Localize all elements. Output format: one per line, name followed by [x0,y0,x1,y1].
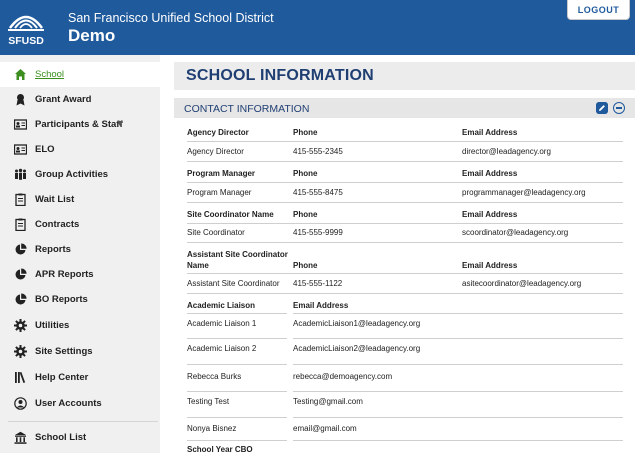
sidebar-item-label: Utilities [35,320,70,331]
page-title: SCHOOL INFORMATION [186,67,374,84]
clipboard-icon [14,218,27,231]
sidebar-item-label: Site Settings [35,346,93,357]
sidebar-item-label: School [35,69,65,80]
collapse-icon[interactable] [613,102,625,114]
district-name: San Francisco Unified School District [68,11,274,25]
liaison-email: Testing@gmail.com [293,397,363,406]
sidebar-item-label: User Accounts [35,398,102,409]
sidebar-divider [8,421,158,422]
contact-phone: 415-555-8475 [293,188,343,197]
clipboard-icon [14,193,27,206]
liaison-name: Rebecca Burks [187,372,242,381]
sidebar-item-elo[interactable] [0,137,160,162]
sidebar-item-label: Help Center [35,372,89,383]
divider [187,202,623,203]
divider [187,141,623,142]
role-header: Site Coordinator Name [187,210,274,219]
liaison-name: Academic Liaison 1 [187,319,257,328]
role-header: Name [187,261,209,270]
pie-chart-icon [14,268,27,281]
panel-title: CONTACT INFORMATION [184,103,310,115]
id-card-icon [14,143,27,156]
sidebar-item-utilities[interactable] [0,313,160,338]
contact-panel-header [174,98,635,118]
edit-icon[interactable] [596,102,608,114]
sidebar-item-contracts[interactable] [0,212,160,237]
sfusd-logo [4,4,48,50]
contact-email: director@leadagency.org [462,147,551,156]
divider [187,417,287,418]
contact-email: programmanager@leadagency.org [462,188,586,197]
role-header: Program Manager [187,169,256,178]
email-header: Email Address [462,128,518,137]
contact-role: Program Manager [187,188,252,197]
divider [293,364,623,365]
divider [293,391,623,392]
sidebar-item-label: BO Reports [35,294,88,305]
sidebar-item-label: Grant Award [35,94,92,105]
books-icon [14,371,27,384]
sidebar-item-apr-reports[interactable] [0,262,160,287]
sidebar-item-label: Group Activities [35,169,109,180]
user-icon [14,397,27,410]
email-header: Email Address [462,169,518,178]
sidebar-item-wait-list[interactable] [0,187,160,212]
phone-header: Phone [293,210,318,219]
contact-role: Assistant Site Coordinator [187,279,280,288]
divider [187,223,623,224]
chevron-down-icon[interactable] [117,121,123,126]
sidebar-item-label: School List [35,432,87,443]
phone-header: Phone [293,261,318,270]
liaison-name: Nonya Bisnez [187,424,237,433]
page-title-bar [174,62,635,90]
gear-icon [14,319,27,332]
sidebar-item-school[interactable] [0,62,160,87]
award-icon [14,93,27,106]
program-name: Demo [68,26,116,45]
liaison-email-header: Email Address [293,301,349,310]
home-icon [14,68,27,81]
sidebar-item-label: Reports [35,244,71,255]
id-card-icon [14,118,27,131]
divider [293,313,623,314]
pie-chart-icon [14,293,27,306]
sidebar-item-site-settings[interactable] [0,339,160,364]
sidebar [0,55,160,453]
liaison-email: email@gmail.com [293,424,357,433]
gear-icon [14,345,27,358]
logo-text: SFUSD [8,35,44,47]
divider [187,313,287,314]
contact-role: Agency Director [187,147,244,156]
divider [293,338,623,339]
phone-header: Phone [293,128,318,137]
divider [293,440,623,441]
divider [187,364,287,365]
divider [187,242,623,243]
sidebar-item-label: Contracts [35,219,80,230]
sidebar-item-user-accounts[interactable] [0,391,160,416]
liaison-email: rebecca@demoagency.com [293,372,393,381]
divider [187,161,623,162]
sidebar-item-bo-reports[interactable] [0,287,160,312]
divider [187,391,287,392]
contact-phone: 415-555-9999 [293,228,343,237]
sidebar-item-school-list[interactable] [0,425,160,450]
divider [187,182,623,183]
logout-button[interactable]: LOGOUT [567,0,630,20]
school-year-cbo-header: School Year CBO [187,445,253,453]
building-icon [14,431,27,444]
phone-header: Phone [293,169,318,178]
sidebar-item-group-activities[interactable] [0,162,160,187]
divider [187,273,623,274]
app-header [0,0,635,55]
liaison-name: Academic Liaison 2 [187,344,257,353]
liaison-email: AcademicLiaison1@leadagency.org [293,319,421,328]
liaison-email: AcademicLiaison2@leadagency.org [293,344,421,353]
divider [187,440,287,441]
divider [293,417,623,418]
group-icon [14,168,27,181]
contact-email: scoordinator@leadagency.org [462,228,569,237]
sidebar-item-participants-staff[interactable] [0,112,160,137]
email-header: Email Address [462,210,518,219]
divider [187,338,287,339]
pie-chart-icon [14,243,27,256]
sidebar-item-grant-award[interactable] [0,87,160,112]
sidebar-item-label: APR Reports [35,269,94,280]
role-header: Agency Director [187,128,249,137]
sidebar-item-label: ELO [35,144,55,155]
role-header: Assistant Site Coordinator [187,250,288,259]
contact-email: asitecoordinator@leadagency.org [462,279,582,288]
divider [187,293,623,294]
email-header: Email Address [462,261,518,270]
sidebar-item-reports[interactable] [0,237,160,262]
sidebar-item-help-center[interactable] [0,365,160,390]
contact-phone: 415-555-1122 [293,279,343,288]
liaison-header: Academic Liaison [187,301,256,310]
contact-role: Site Coordinator [187,228,245,237]
contact-phone: 415-555-2345 [293,147,343,156]
liaison-name: Testing Test [187,397,230,406]
sidebar-item-label: Wait List [35,194,75,205]
sidebar-item-label: Participants & Staff [35,119,123,130]
